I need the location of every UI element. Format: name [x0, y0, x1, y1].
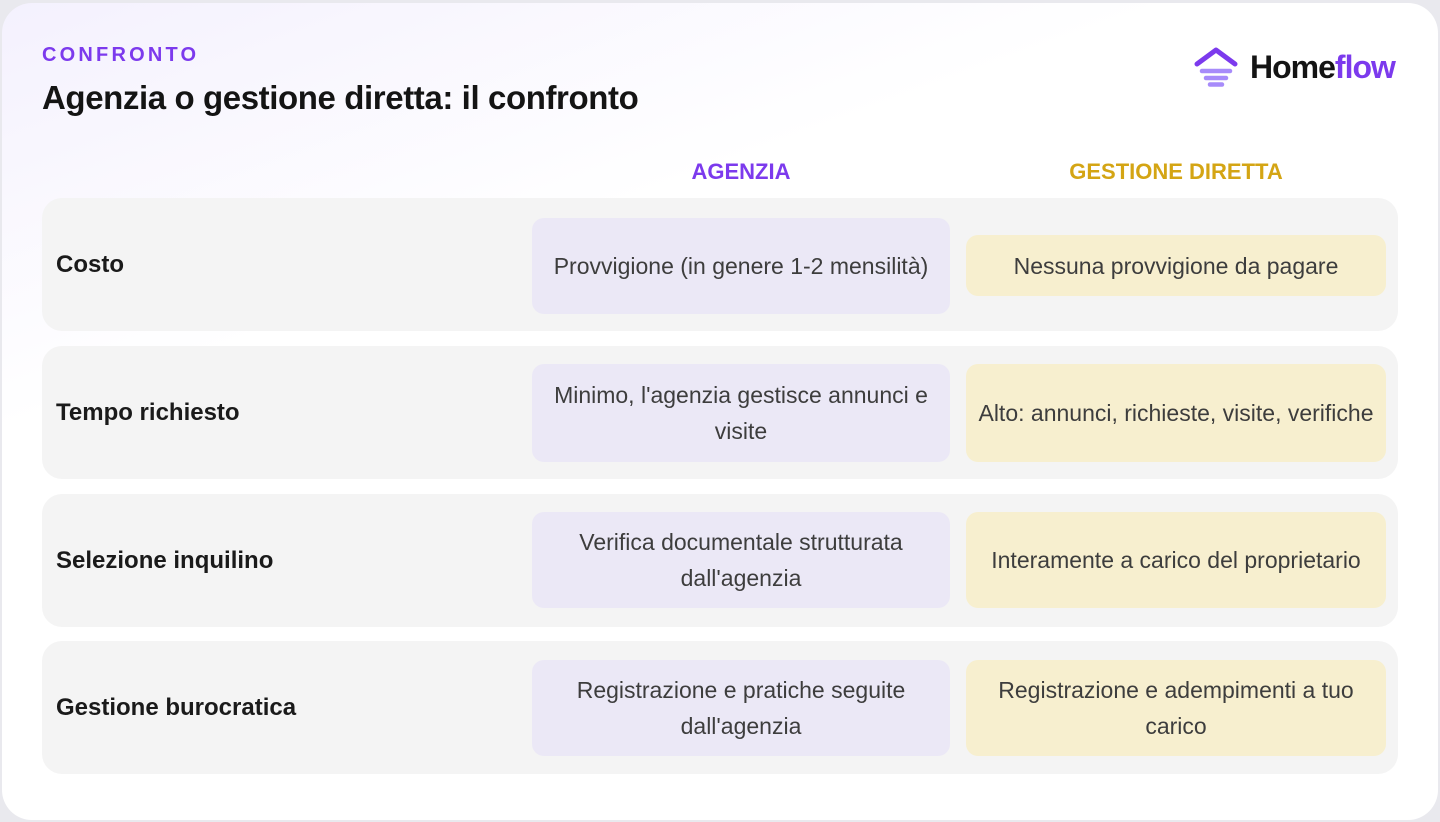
direct-cell: Nessuna provvigione da pagare	[966, 235, 1386, 296]
column-header-agency: AGENZIA	[691, 159, 791, 184]
house-layers-icon	[1194, 47, 1238, 87]
brand-logo	[1194, 47, 1395, 87]
row-label: Costo	[56, 250, 124, 278]
brand-name-main: Home	[1250, 48, 1335, 85]
brand-name	[1250, 49, 1395, 86]
agency-cell: Provvigione (in genere 1-2 mensilità)	[532, 218, 950, 314]
comparison-row-tenant-selection	[42, 494, 1398, 627]
brand-name-accent: flow	[1334, 48, 1395, 85]
agency-cell: Registrazione e pratiche seguite dall'agenzia	[532, 660, 950, 756]
section-eyebrow: CONFRONTO	[42, 44, 200, 66]
comparison-row-cost	[42, 198, 1398, 331]
comparison-row-bureaucracy	[42, 641, 1398, 774]
row-label: Tempo richiesto	[56, 398, 240, 426]
row-label: Selezione inquilino	[56, 546, 274, 574]
column-header-direct: GESTIONE DIRETTA	[1069, 159, 1283, 184]
comparison-row-time	[42, 346, 1398, 479]
agency-cell: Minimo, l'agenzia gestisce annunci e visite	[532, 364, 950, 462]
direct-cell: Alto: annunci, richieste, visite, verifiche	[966, 364, 1386, 462]
agency-cell: Verifica documentale strutturata dall'agenzia	[532, 512, 950, 608]
direct-cell: Registrazione e adempimenti a tuo carico	[966, 660, 1386, 756]
row-label: Gestione burocratica	[56, 693, 297, 721]
direct-cell: Interamente a carico del proprietario	[966, 512, 1386, 608]
page-title: Agenzia o gestione diretta: il confronto	[42, 79, 639, 116]
comparison-card	[2, 3, 1438, 820]
